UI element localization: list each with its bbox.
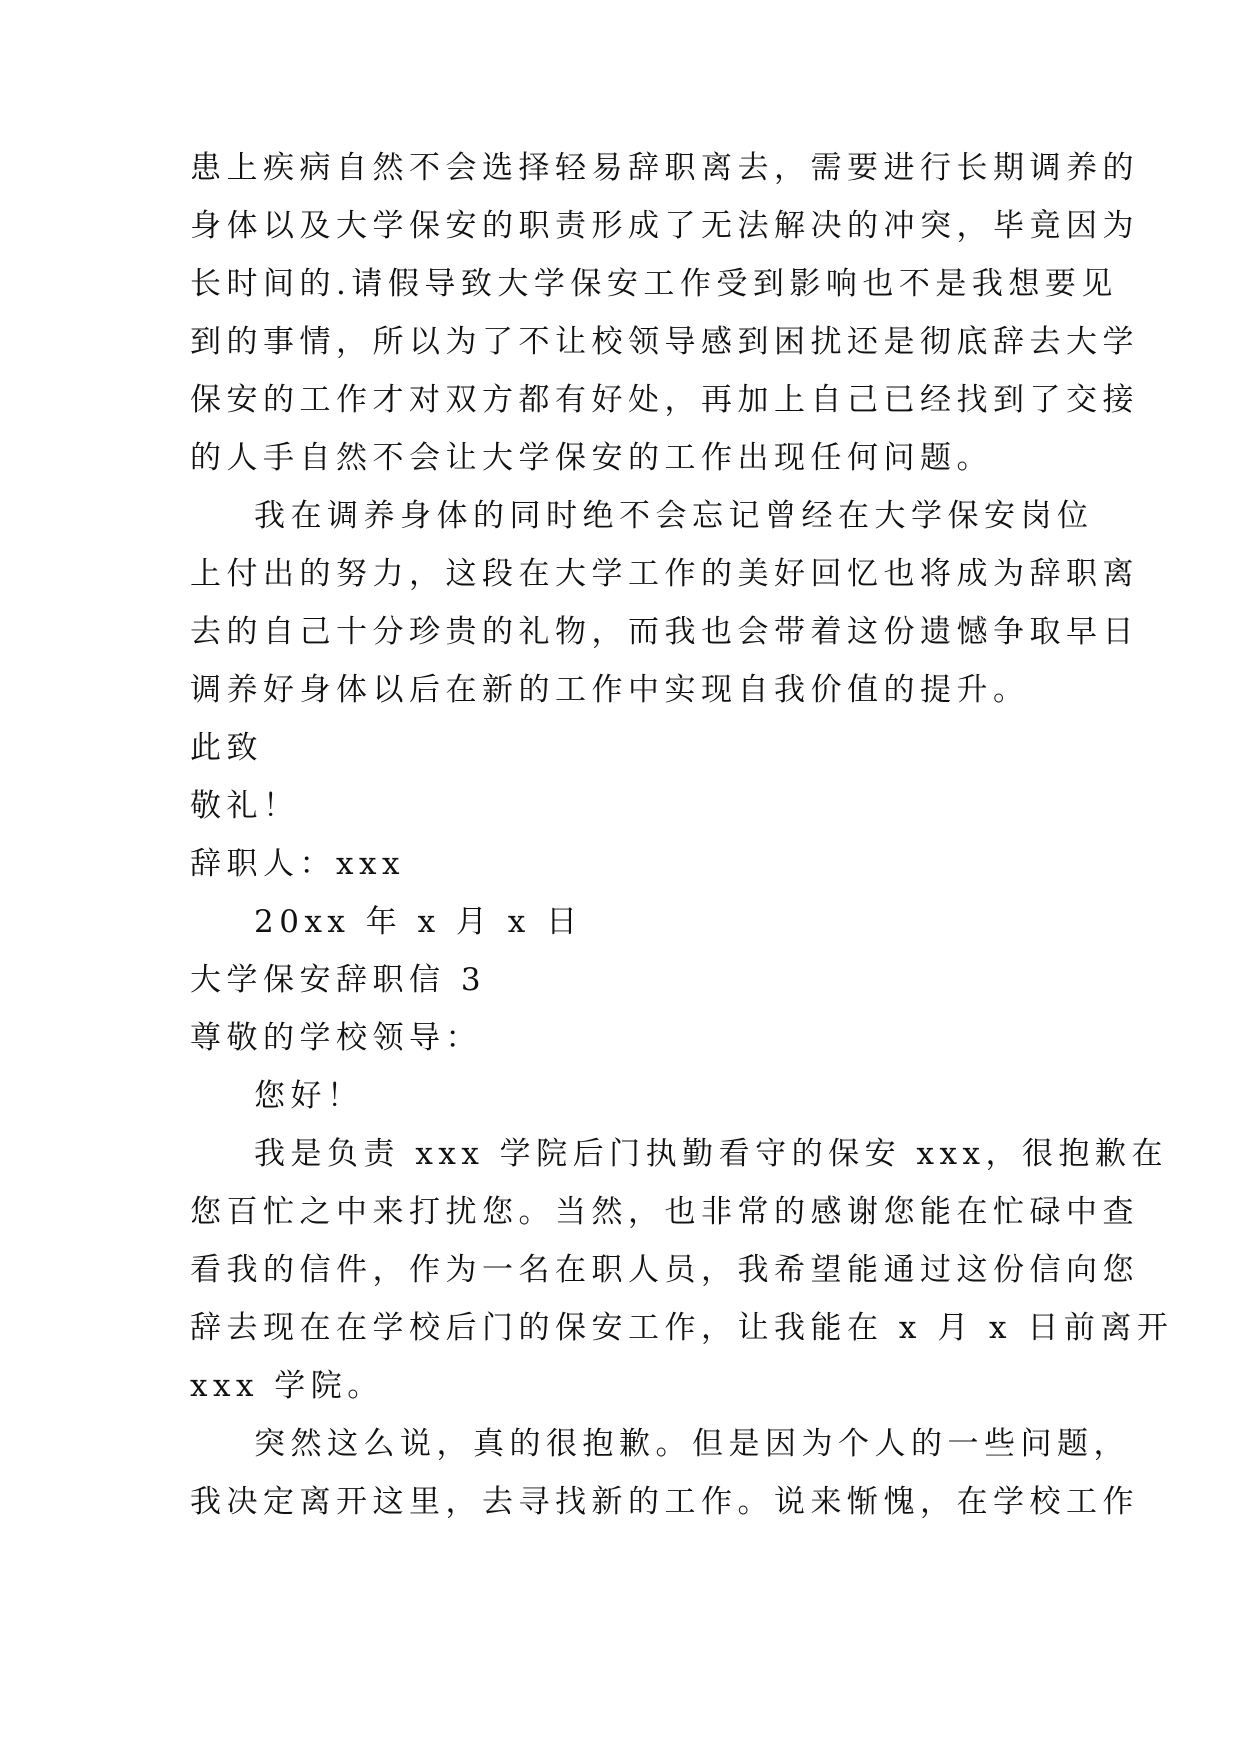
body-line: 患上疾病自然不会选择轻易辞职离去，需要进行长期调养的 [190,150,1139,186]
body-line: xxx 学院。 [190,1368,384,1404]
signature-line: 辞职人：xxx [190,846,405,882]
body-line: 保安的工作才对双方都有好处，再加上自己已经找到了交接 [190,382,1139,418]
body-line: 调养好身体以后在新的工作中实现自我价值的提升。 [190,672,1030,708]
closing-respect: 敬礼！ [190,788,300,824]
section-title: 大学保安辞职信 3 [190,962,487,998]
body-line: 去的自己十分珍贵的礼物，而我也会带着这份遗憾争取早日 [190,614,1139,650]
body-line: 的人手自然不会让大学保安的工作出现任何问题。 [190,440,993,476]
body-line: 我决定离开这里，去寻找新的工作。说来惭愧，在学校工作 [190,1484,1139,1520]
body-line: 长时间的.请假导致大学保安工作受到影响也不是我想要见 [190,266,1118,302]
body-line: 到的事情，所以为了不让校领导感到困扰还是彻底辞去大学 [190,324,1139,360]
body-line: 身体以及大学保安的职责形成了无法解决的冲突，毕竟因为 [190,208,1139,244]
greeting-addressee: 尊敬的学校领导： [190,1020,482,1056]
body-line: 看我的信件，作为一名在职人员，我希望能通过这份信向您 [190,1252,1139,1288]
date-line: 20xx 年 x 月 x 日 [254,904,583,940]
closing-salutation: 此致 [190,730,263,766]
paragraph-start-line: 突然这么说，真的很抱歉。但是因为个人的一些问题， [254,1426,1130,1462]
paragraph-start-line: 我在调养身体的同时绝不会忘记曾经在大学保安岗位 [254,498,1094,534]
paragraph-start-line: 我是负责 xxx 学院后门执勤看守的保安 xxx，很抱歉在 [254,1136,1168,1172]
body-line: 辞去现在在学校后门的保安工作，让我能在 x 月 x 日前离开 [190,1310,1174,1346]
body-line: 您百忙之中来打扰您。当然，也非常的感谢您能在忙碌中查 [190,1194,1139,1230]
greeting: 您好！ [254,1078,364,1114]
body-line: 上付出的努力，这段在大学工作的美好回忆也将成为辞职离 [190,556,1139,592]
